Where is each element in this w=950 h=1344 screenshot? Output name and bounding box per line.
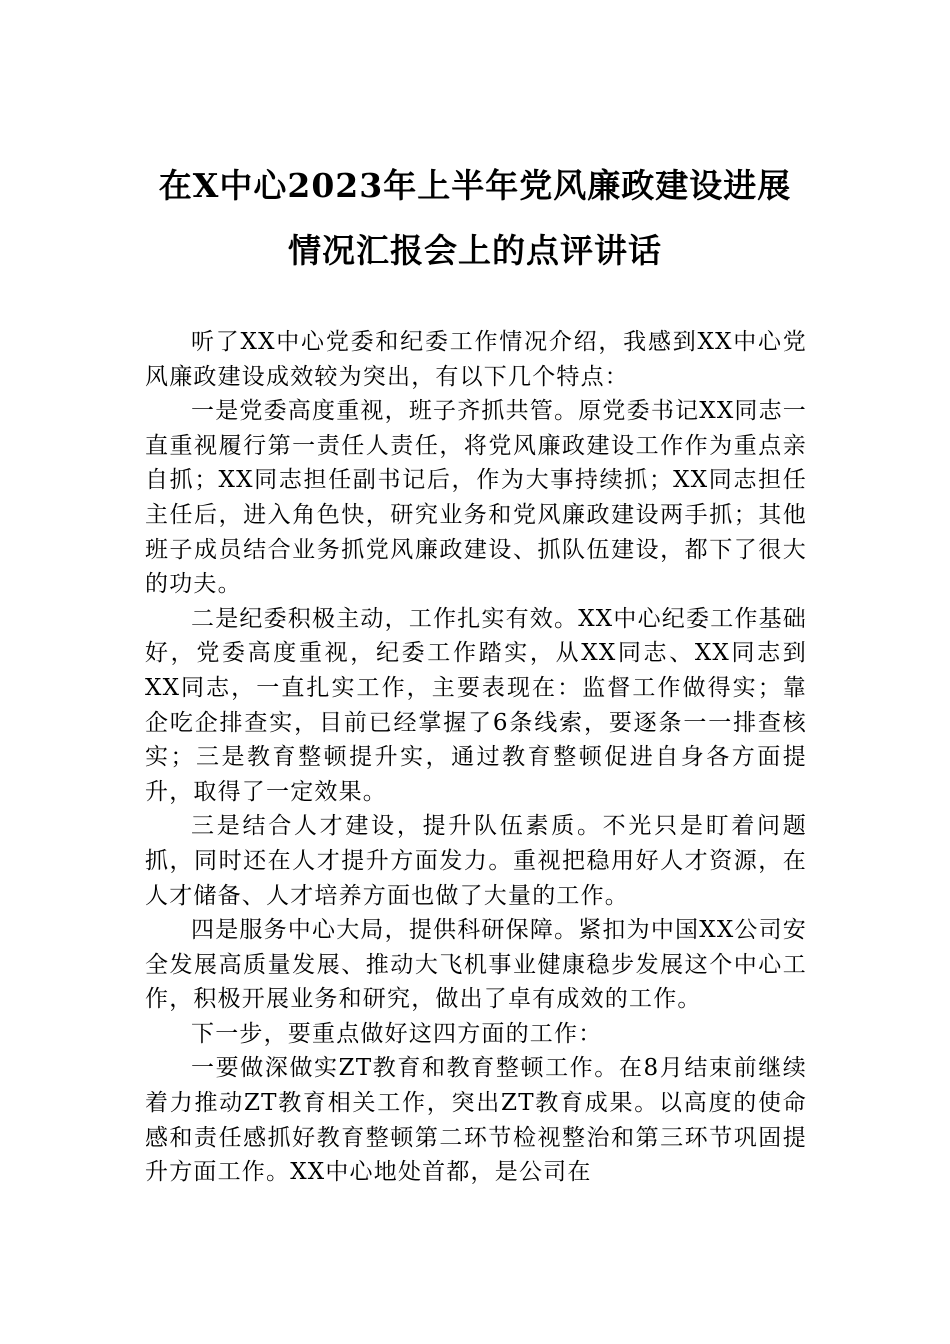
paragraph-point-1: 一是党委高度重视，班子齐抓共管。原党委书记XX同志一直重视履行第一责任人责任，将党风廉政建设工作作为重点亲自抓；XX同志担任副书记后，作为大事持续抓；XX同志担任主任后，进入角色快，研究业务和党风廉政建设两手抓；其他班子成员结合业务抓党风廉政建设、抓队伍建设，都下了很大的功夫。 (145, 398, 807, 598)
paragraph-task-1: 一要做深做实ZT教育和教育整顿工作。在8月结束前继续着力推动ZT教育相关工作，突出ZT教育成果。以高度的使命感和责任感抓好教育整顿第二环节检视整治和第三环节巩固提升方面工作。XX中心地处首都，是公司在 (145, 1055, 807, 1186)
paragraph-intro: 听了XX中心党委和纪委工作情况介绍，我感到XX中心党风廉政建设成效较为突出，有以下几个特点： (145, 329, 807, 390)
document-title-line-1: 在X中心2023年上半年党风廉政建设进展 (158, 166, 792, 205)
paragraph-point-3: 三是结合人才建设，提升队伍素质。不光只是盯着问题抓，同时还在人才提升方面发力。重视把稳用好人才资源，在人才储备、人才培养方面也做了大量的工作。 (145, 813, 807, 909)
document-title-line-2: 情况汇报会上的点评讲话 (288, 231, 662, 270)
paragraph-next-steps: 下一步，要重点做好这四方面的工作： (191, 1020, 603, 1047)
document-body (145, 325, 807, 1190)
paragraph-point-4: 四是服务中心大局，提供科研保障。紧扣为中国XX公司安全发展高质量发展、推动大飞机事业健康稳步发展这个中心工作，积极开展业务和研究，做出了卓有成效的工作。 (145, 917, 807, 1013)
paragraph-point-2: 二是纪委积极主动，工作扎实有效。XX中心纪委工作基础好，党委高度重视，纪委工作踏实，从XX同志、XX同志到XX同志，一直扎实工作，主要表现在：监督工作做得实；靠企吃企排查实，目前已经掌握了6条线索，要逐条一一排查核实；三是教育整顿提升实，通过教育整顿促进自身各方面提升，取得了一定效果。 (145, 605, 807, 805)
